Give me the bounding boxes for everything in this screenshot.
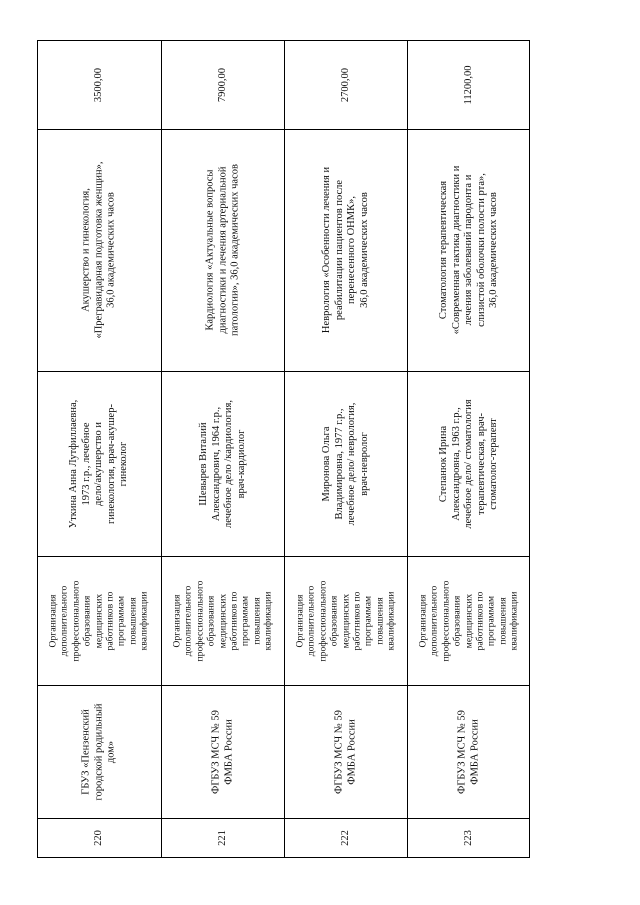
text-line: реабилитации пациентов после bbox=[333, 179, 344, 321]
text-line: лечения заболеваний пародонта и bbox=[462, 174, 474, 326]
text-line: патологии», 36,0 академических часов bbox=[228, 164, 240, 336]
price-cell bbox=[37, 40, 161, 129]
text-line: гинеколог bbox=[117, 441, 129, 486]
text-line: 221 bbox=[216, 830, 228, 846]
text-line: дополнительного bbox=[182, 585, 194, 656]
text-line: Степанюк Ирина bbox=[437, 425, 449, 502]
text-line: работников по bbox=[228, 591, 240, 650]
program-cell bbox=[161, 129, 284, 371]
text-line: 11200,00 bbox=[462, 65, 474, 104]
text-line: 36,0 академических часов bbox=[358, 192, 369, 308]
text-line: Кардиология «Актуальные вопросы bbox=[203, 169, 215, 331]
text-line: медицинских bbox=[93, 593, 105, 648]
organization-cell bbox=[284, 685, 407, 818]
price-cell bbox=[407, 40, 530, 129]
text-line: работников по bbox=[474, 591, 486, 650]
text-line: врач-кардиолог bbox=[235, 429, 246, 498]
text-line: дом» bbox=[105, 740, 117, 763]
text-line: программам bbox=[485, 595, 497, 646]
text-line: медицинских bbox=[462, 593, 474, 648]
text-line: «Прегравидарная подготовка женщин», bbox=[92, 161, 104, 339]
program-cell bbox=[407, 129, 530, 371]
text-line: образования bbox=[81, 595, 93, 646]
person-cell bbox=[284, 371, 407, 556]
text-line: стоматолог-терапевт bbox=[487, 417, 499, 510]
text-line: Миронова Ольга bbox=[320, 426, 332, 502]
text-line: Владимировна, 1977 г.р., bbox=[333, 408, 344, 519]
text-line: образования bbox=[205, 595, 217, 646]
courses-table bbox=[37, 40, 530, 858]
text-line: квалификации bbox=[262, 591, 274, 650]
program-cell-text bbox=[80, 161, 118, 338]
price-cell bbox=[284, 40, 407, 129]
text-line: повышения bbox=[127, 596, 139, 645]
text-line: 36,0 академических часов bbox=[105, 192, 117, 308]
text-line: Организация bbox=[294, 594, 306, 647]
row-number-cell-text bbox=[216, 830, 229, 846]
text-line: дополнительного bbox=[59, 585, 71, 656]
text-line: повышения bbox=[374, 596, 386, 645]
text-line: Организация bbox=[171, 594, 183, 647]
text-line: повышения bbox=[497, 596, 509, 645]
text-line: дополнительного bbox=[305, 585, 317, 656]
org-type-cell-text bbox=[171, 580, 274, 661]
person-cell-text bbox=[198, 400, 248, 528]
org-type-cell bbox=[407, 556, 530, 685]
program-cell bbox=[284, 129, 407, 371]
text-line: ГБУЗ «Пензенский bbox=[80, 708, 92, 795]
text-line: 223 bbox=[462, 830, 474, 846]
text-line: Акушерство и гинекология, bbox=[80, 188, 92, 312]
text-line: Шевырев Виталий bbox=[197, 421, 209, 506]
text-line: 1973 г.р., лечебное bbox=[80, 421, 92, 506]
text-line: работников по bbox=[351, 591, 363, 650]
text-line: профессионального bbox=[70, 580, 82, 661]
text-line: гинекология, врач-акушер- bbox=[105, 403, 117, 524]
program-cell-text bbox=[437, 166, 500, 335]
text-line: программам bbox=[239, 595, 251, 646]
program-cell bbox=[37, 129, 161, 371]
text-line: Стоматология терапевтическая bbox=[437, 180, 449, 320]
org-type-cell-text bbox=[294, 580, 397, 661]
text-line: лечебное дело/ стоматология bbox=[462, 398, 474, 529]
organization-cell bbox=[407, 685, 530, 818]
person-cell-text bbox=[321, 402, 371, 525]
text-line: программам bbox=[362, 595, 374, 646]
organization-cell bbox=[161, 685, 284, 818]
text-line: городской родильный bbox=[92, 702, 104, 801]
text-line: перенесенного ОНМК», bbox=[345, 196, 357, 304]
organization-cell-text bbox=[80, 703, 118, 800]
text-line: профессионального bbox=[193, 580, 205, 661]
text-line: Неврология «Особенности лечения и bbox=[320, 166, 332, 334]
text-line: врач-невролог bbox=[358, 431, 369, 496]
person-cell bbox=[37, 371, 161, 556]
price-cell-text bbox=[216, 67, 229, 101]
person-cell-text bbox=[437, 399, 500, 528]
text-line: 36,0 академических часов bbox=[487, 192, 499, 308]
price-cell-text bbox=[339, 67, 352, 101]
text-line: Уткина Анна Лутфиллаевна, bbox=[67, 399, 79, 528]
text-line: ФГБУЗ МСЧ № 59 bbox=[333, 709, 344, 794]
row-number-cell bbox=[37, 818, 161, 858]
text-line: профессионального bbox=[316, 580, 328, 661]
person-cell bbox=[407, 371, 530, 556]
text-line: повышения bbox=[251, 596, 263, 645]
text-line: Александрович, 1964 г.р., bbox=[210, 406, 221, 521]
price-cell bbox=[161, 40, 284, 129]
text-line: 2700,00 bbox=[339, 67, 351, 102]
person-cell-text bbox=[68, 399, 131, 528]
program-cell-text bbox=[321, 167, 371, 333]
row-number-cell-text bbox=[462, 830, 475, 846]
text-line: Организация bbox=[417, 594, 429, 647]
org-type-cell-text bbox=[48, 580, 151, 661]
row-number-cell bbox=[407, 818, 530, 858]
text-line: слизистой оболочки полости рта», bbox=[474, 173, 486, 327]
text-line: образования bbox=[328, 595, 340, 646]
org-type-cell bbox=[161, 556, 284, 685]
text-line: образования bbox=[451, 595, 463, 646]
text-line: ФМБА России bbox=[222, 718, 234, 785]
person-cell bbox=[161, 371, 284, 556]
text-line: профессионального bbox=[439, 580, 451, 661]
text-line: Организация bbox=[47, 594, 59, 647]
row-number-cell bbox=[161, 818, 284, 858]
text-line: ФМБА России bbox=[468, 718, 480, 785]
program-cell-text bbox=[204, 164, 242, 336]
text-line: медицинских bbox=[216, 593, 228, 648]
organization-cell-text bbox=[210, 710, 235, 794]
text-line: 220 bbox=[92, 830, 104, 846]
row-number-cell-text bbox=[339, 830, 352, 846]
text-line: 7900,00 bbox=[216, 67, 228, 102]
text-line: ФГБУЗ МСЧ № 59 bbox=[210, 709, 221, 794]
text-line: 222 bbox=[339, 830, 351, 846]
text-line: Александровна, 1963 г.р., bbox=[449, 406, 461, 521]
text-line: программам bbox=[116, 595, 128, 646]
text-line: терапевтическая, врач- bbox=[474, 412, 486, 515]
text-line: лечебное дело /кардиология, bbox=[222, 399, 234, 528]
text-line: дело/акушерство и bbox=[92, 421, 104, 506]
row-number-cell bbox=[284, 818, 407, 858]
text-line: медицинских bbox=[339, 593, 351, 648]
text-line: ФМБА России bbox=[345, 718, 357, 785]
organization-cell-text bbox=[333, 710, 358, 794]
text-line: диагностики и лечения артериальной bbox=[216, 166, 228, 334]
price-cell-text bbox=[93, 67, 106, 101]
text-line: квалификации bbox=[385, 591, 397, 650]
text-line: квалификации bbox=[508, 591, 520, 650]
text-line: дополнительного bbox=[428, 585, 440, 656]
text-line: ФГБУЗ МСЧ № 59 bbox=[456, 709, 467, 794]
text-line: работников по bbox=[104, 591, 116, 650]
organization-cell bbox=[37, 685, 161, 818]
text-line: квалификации bbox=[138, 591, 150, 650]
text-line: лечебное дело/ неврология, bbox=[345, 402, 357, 525]
org-type-cell bbox=[37, 556, 161, 685]
price-cell-text bbox=[462, 65, 475, 104]
organization-cell-text bbox=[456, 710, 481, 794]
org-type-cell bbox=[284, 556, 407, 685]
org-type-cell-text bbox=[417, 580, 520, 661]
text-line: «Современная тактика диагностики и bbox=[449, 165, 461, 335]
row-number-cell-text bbox=[93, 830, 106, 846]
text-line: 3500,00 bbox=[92, 67, 104, 102]
